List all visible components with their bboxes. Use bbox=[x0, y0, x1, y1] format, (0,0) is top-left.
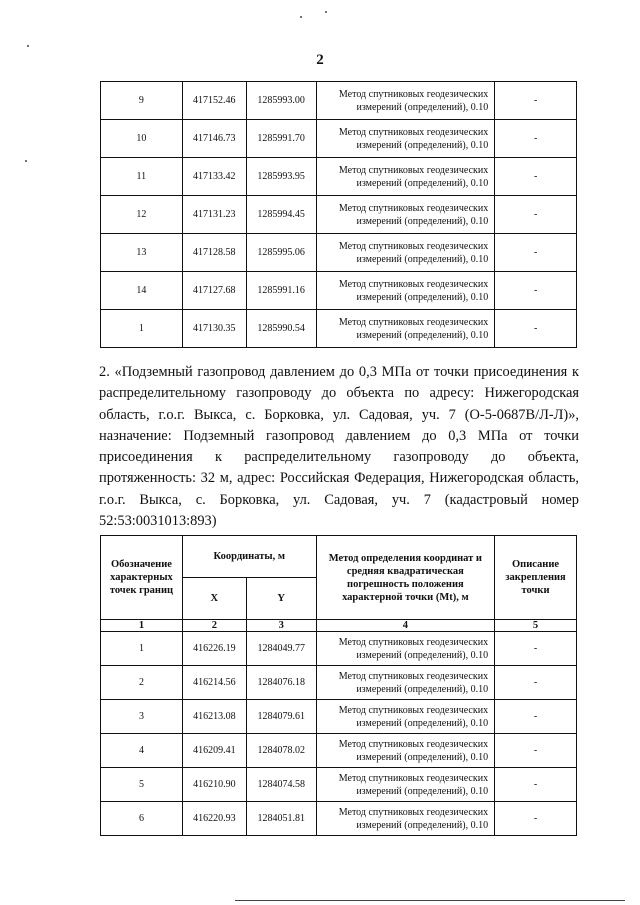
method-line: измерений (определений), 0.10 bbox=[356, 139, 489, 151]
method-line: измерений (определений), 0.10 bbox=[356, 329, 489, 341]
description-cell: - bbox=[495, 272, 577, 310]
x-coordinate-cell: 416209.41 bbox=[182, 734, 246, 768]
paragraph-line: назначение: Подземный газопровод давлением до 0,3 МПа от точки bbox=[99, 427, 579, 444]
point-cell: 3 bbox=[101, 700, 183, 734]
method-line: измерений (определений), 0.10 bbox=[356, 101, 489, 113]
method-line: измерений (определений), 0.10 bbox=[356, 683, 489, 695]
table-row bbox=[101, 666, 577, 700]
y-coordinate-cell: 1284078.02 bbox=[246, 734, 316, 768]
point-cell: 11 bbox=[101, 158, 183, 196]
method-line: измерений (определений), 0.10 bbox=[356, 751, 489, 763]
method-line: измерений (определений), 0.10 bbox=[356, 819, 489, 831]
page-number: 2 bbox=[316, 52, 324, 68]
method-cell bbox=[316, 802, 494, 836]
method-line: измерений (определений), 0.10 bbox=[356, 215, 489, 227]
method-cell bbox=[316, 734, 494, 768]
method-line: измерений (определений), 0.10 bbox=[356, 291, 489, 303]
table-row bbox=[101, 82, 577, 120]
header-method: Метод определения координат и средняя квадратическая погрешность положения характерной точки (Mt), м bbox=[316, 536, 494, 620]
column-number: 1 bbox=[101, 620, 183, 632]
point-cell: 6 bbox=[101, 802, 183, 836]
y-coordinate-cell: 1284076.18 bbox=[246, 666, 316, 700]
table-row bbox=[101, 196, 577, 234]
y-coordinate-cell: 1285993.00 bbox=[246, 82, 316, 120]
point-cell: 10 bbox=[101, 120, 183, 158]
method-line: Метод спутниковых геодезических bbox=[338, 806, 489, 818]
description-cell: - bbox=[495, 632, 577, 666]
x-coordinate-cell: 416213.08 bbox=[182, 700, 246, 734]
point-cell: 14 bbox=[101, 272, 183, 310]
y-coordinate-cell: 1284074.58 bbox=[246, 768, 316, 802]
header-description: Описание закрепления точки bbox=[495, 536, 577, 620]
x-coordinate-cell: 417128.58 bbox=[182, 234, 246, 272]
description-cell: - bbox=[495, 310, 577, 348]
method-cell bbox=[316, 120, 495, 158]
method-line: Метод спутниковых геодезических bbox=[338, 316, 489, 328]
x-coordinate-cell: 417127.68 bbox=[182, 272, 246, 310]
description-cell: - bbox=[495, 666, 577, 700]
column-number: 4 bbox=[316, 620, 494, 632]
scan-speck bbox=[300, 16, 302, 18]
x-coordinate-cell: 417130.35 bbox=[182, 310, 246, 348]
scan-speck bbox=[27, 45, 29, 47]
table-row bbox=[101, 272, 577, 310]
table-row bbox=[101, 310, 577, 348]
description-cell: - bbox=[495, 734, 577, 768]
method-line: измерений (определений), 0.10 bbox=[356, 253, 489, 265]
table-row bbox=[101, 734, 577, 768]
method-line: Метод спутниковых геодезических bbox=[338, 202, 489, 214]
table-row bbox=[101, 158, 577, 196]
method-line: измерений (определений), 0.10 bbox=[356, 649, 489, 661]
paragraph-line: область, г.о.г. Выкса, с. Борковка, ул. Садовая, уч. 7 (О-5-0687В/Л-Л)», bbox=[99, 406, 579, 423]
description-cell: - bbox=[495, 158, 577, 196]
method-line: Метод спутниковых геодезических bbox=[338, 704, 489, 716]
method-line: Метод спутниковых геодезических bbox=[338, 636, 489, 648]
paragraph-line: присоединения к распределительному газопроводу до объекта, bbox=[99, 449, 579, 466]
y-coordinate-cell: 1284049.77 bbox=[246, 632, 316, 666]
paragraph-line: распределительному газопроводу до объекта по адресу: Нижегородская bbox=[99, 385, 579, 402]
method-cell bbox=[316, 310, 495, 348]
table-row bbox=[101, 802, 577, 836]
paragraph-line: 2. «Подземный газопровод давлением до 0,3 МПа от точки присоединения к bbox=[99, 364, 579, 380]
x-coordinate-cell: 416214.56 bbox=[182, 666, 246, 700]
description-cell: - bbox=[495, 196, 577, 234]
x-coordinate-cell: 417146.73 bbox=[182, 120, 246, 158]
table-row bbox=[101, 632, 577, 666]
y-coordinate-cell: 1285995.06 bbox=[246, 234, 316, 272]
method-line: измерений (определений), 0.10 bbox=[356, 785, 489, 797]
coordinates-table bbox=[100, 535, 577, 836]
method-cell bbox=[316, 666, 494, 700]
point-cell: 5 bbox=[101, 768, 183, 802]
method-line: измерений (определений), 0.10 bbox=[356, 177, 489, 189]
description-cell: - bbox=[495, 768, 577, 802]
y-coordinate-cell: 1285994.45 bbox=[246, 196, 316, 234]
table-row bbox=[101, 768, 577, 802]
method-cell bbox=[316, 700, 494, 734]
scan-speck bbox=[325, 11, 327, 13]
description-cell: - bbox=[495, 82, 577, 120]
method-cell bbox=[316, 632, 494, 666]
description-cell: - bbox=[495, 120, 577, 158]
method-line: Метод спутниковых геодезических bbox=[338, 164, 489, 176]
point-cell: 1 bbox=[101, 632, 183, 666]
method-cell bbox=[316, 272, 495, 310]
table-row bbox=[101, 700, 577, 734]
object-description-paragraph bbox=[99, 362, 579, 532]
method-cell bbox=[316, 196, 495, 234]
column-number: 2 bbox=[182, 620, 246, 632]
y-coordinate-cell: 1284079.61 bbox=[246, 700, 316, 734]
y-coordinate-cell: 1285990.54 bbox=[246, 310, 316, 348]
y-coordinate-cell: 1284051.81 bbox=[246, 802, 316, 836]
point-cell: 9 bbox=[101, 82, 183, 120]
y-coordinate-cell: 1285991.16 bbox=[246, 272, 316, 310]
description-cell: - bbox=[495, 700, 577, 734]
point-cell: 1 bbox=[101, 310, 183, 348]
point-cell: 4 bbox=[101, 734, 183, 768]
x-coordinate-cell: 417133.42 bbox=[182, 158, 246, 196]
point-cell: 12 bbox=[101, 196, 183, 234]
x-coordinate-cell: 416210.90 bbox=[182, 768, 246, 802]
method-line: Метод спутниковых геодезических bbox=[338, 240, 489, 252]
table-row bbox=[101, 120, 577, 158]
method-line: Метод спутниковых геодезических bbox=[338, 772, 489, 784]
x-coordinate-cell: 416220.93 bbox=[182, 802, 246, 836]
header-x: X bbox=[182, 578, 246, 620]
description-cell: - bbox=[495, 234, 577, 272]
method-line: Метод спутниковых геодезических bbox=[338, 126, 489, 138]
x-coordinate-cell: 417152.46 bbox=[182, 82, 246, 120]
x-coordinate-cell: 417131.23 bbox=[182, 196, 246, 234]
method-line: Метод спутниковых геодезических bbox=[338, 738, 489, 750]
point-cell: 2 bbox=[101, 666, 183, 700]
x-coordinate-cell: 416226.19 bbox=[182, 632, 246, 666]
method-cell bbox=[316, 158, 495, 196]
method-cell bbox=[316, 768, 494, 802]
description-cell: - bbox=[495, 802, 577, 836]
method-line: измерений (определений), 0.10 bbox=[356, 717, 489, 729]
method-line: Метод спутниковых геодезических bbox=[338, 670, 489, 682]
method-cell bbox=[316, 234, 495, 272]
method-line: Метод спутниковых геодезических bbox=[338, 278, 489, 290]
paragraph-line: протяженность: 32 м, адрес: Российская Федерация, Нижегородская область, bbox=[99, 470, 579, 487]
point-cell: 13 bbox=[101, 234, 183, 272]
y-coordinate-cell: 1285991.70 bbox=[246, 120, 316, 158]
column-number: 3 bbox=[246, 620, 316, 632]
coordinates-table-continued bbox=[100, 81, 577, 348]
page-bottom-edge bbox=[235, 900, 625, 901]
paragraph-line: 52:53:0031013:893) bbox=[99, 513, 217, 530]
scan-speck bbox=[25, 160, 27, 162]
header-coordinates: Координаты, м bbox=[182, 536, 316, 578]
header-y: Y bbox=[246, 578, 316, 620]
table-row bbox=[101, 234, 577, 272]
paragraph-line: г.о.г. Выкса, с. Борковка, ул. Садовая, уч. 7 (кадастровый номер bbox=[99, 491, 579, 508]
column-number: 5 bbox=[495, 620, 577, 632]
method-line: Метод спутниковых геодезических bbox=[338, 88, 489, 100]
method-cell bbox=[316, 82, 495, 120]
header-point-designation: Обозначение характерных точек границ bbox=[101, 536, 183, 620]
y-coordinate-cell: 1285993.95 bbox=[246, 158, 316, 196]
